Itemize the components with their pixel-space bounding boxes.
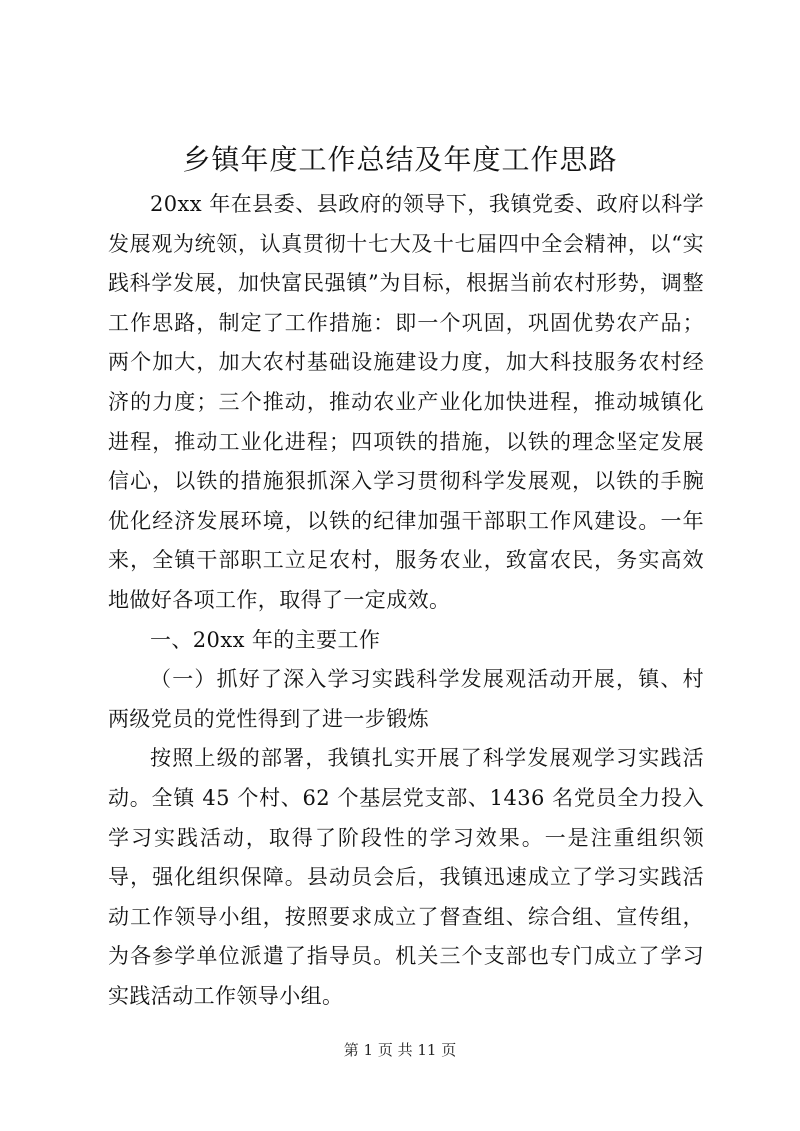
paragraph-study-practice: 按照上级的部署，我镇扎实开展了科学发展观学习实践活动。全镇 45 个村、62 个基层党支部、1436 名党员全力投入学习实践活动，取得了阶段性的学习效果。一是注重组织领导，强化组织保障。县动员会后，我镇迅速成立了学习实践活动工作领导小组，按照要求成立了督查组、综合组、宣传组，为各参学单位派遣了指导员。机关三个支部也专门成立了学习实践活动工作领导小组。 <box>108 746 704 1008</box>
section-heading-main-work: 一、20xx 年的主要工作 <box>150 627 381 652</box>
page-number-footer: 第 1 页 共 11 页 <box>343 1041 457 1059</box>
paragraph-intro: 20xx 年在县委、县政府的领导下，我镇党委、政府以科学发展观为统领，认真贯彻十七大及十七届四中全会精神，以“实践科学发展，加快富民强镇”为目标，根据当前农村形势，调整工作思路，制定了工作措施：即一个巩固，巩固优势农产品；两个加大，加大农村基础设施建设力度，加大科技服务农村经济的力度；三个推动，推动农业产业化加快进程，推动城镇化进程，推动工业化进程；四项铁的措施，以铁的理念坚定发展信心，以铁的措施狠抓深入学习贯彻科学发展观，以铁的手腕优化经济发展环境，以铁的纪律加强干部职工作风建设。一年来，全镇干部职工立足农村，服务农业，致富农民，务实高效地做好各项工作，取得了一定成效。 <box>108 192 704 612</box>
subsection-heading-1: （一）抓好了深入学习实践科学发展观活动开展，镇、村两级党员的党性得到了进一步锻炼 <box>108 667 704 731</box>
document-title: 乡镇年度工作总结及年度工作思路 <box>182 143 618 176</box>
document-body <box>108 185 704 1016</box>
